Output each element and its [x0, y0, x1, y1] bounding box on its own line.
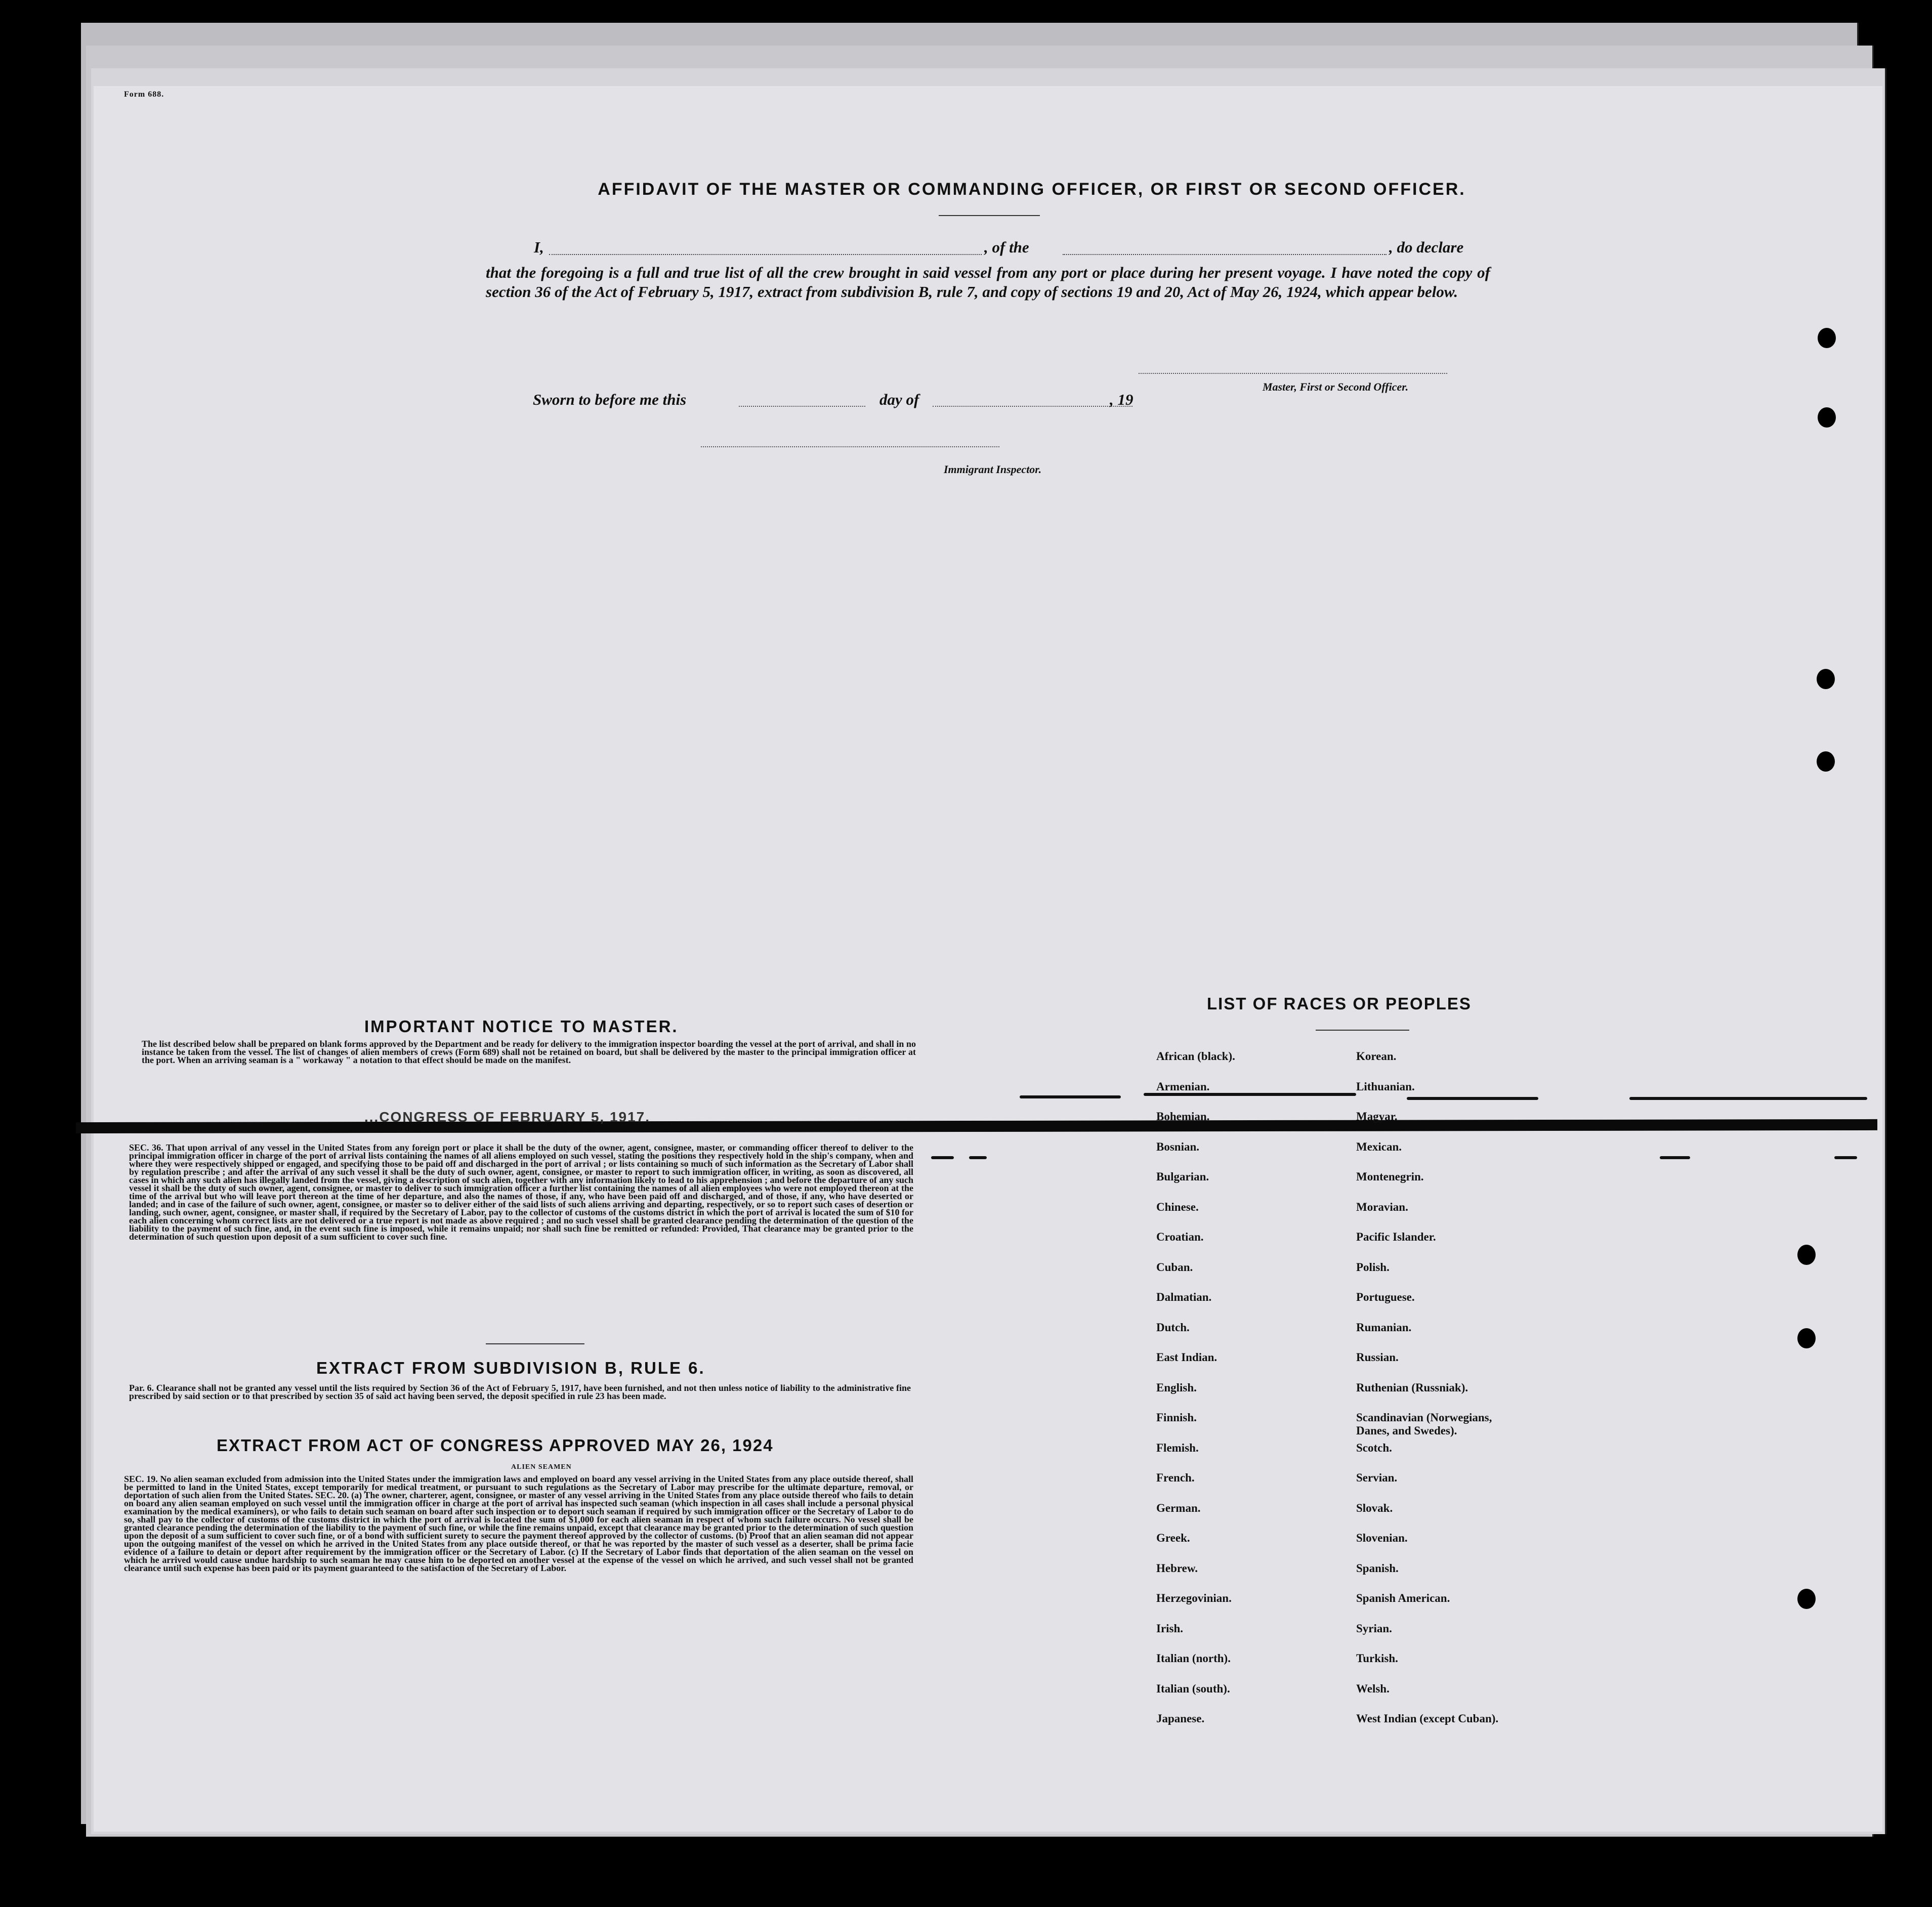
extract-b-body: Par. 6. Clearance shall not be granted any vessel until the lists required by Section 36 of the Act of February 5, 1917, have been furnished, and not then unless notice of liability to the administrative fine prescribed by said section or to that prescribed by section 35 of said act having been served, the deposit specified in rule 23 has been made.	[129, 1383, 911, 1401]
tear-fragment	[1629, 1097, 1867, 1100]
name-field[interactable]	[549, 239, 982, 255]
sworn-row	[533, 391, 1191, 411]
race-item: Flemish.	[1156, 1441, 1199, 1454]
binder-hole	[1797, 1328, 1816, 1348]
race-item: East Indian.	[1156, 1351, 1217, 1364]
race-item: Bulgarian.	[1156, 1170, 1209, 1183]
tear-fragment	[1660, 1156, 1690, 1159]
sec36-body: SEC. 36. That upon arrival of any vessel in the United States from any foreign port or place it shall be the duty of the owner, agent, consignee, master, or commanding officer thereof to deliver to the principal immigration officer in charge of the port of arrival lists containing the names of all aliens employed on such vessel, stating the positions they respectively hold in the ship's company, when and where they were respectively shipped or engaged, and specifying those to be paid off and discharged in the port of arrival ; or lists containing so much of such information as the Secretary of Labor shall by regulation prescribe ; and after the arrival of any such vessel it shall be the duty of such owner, agent, consignee, or master to report to such immigration officer, in writing, as soon as discovered, all cases in which any such alien has illegally landed from the vessel, giving a description of such alien, together with any information likely to lead to his apprehension ; and before the departure of any such vessel it shall be the duty of such owner, agent, consignee, or master to deliver to such immigration officer a further list containing the names of all alien employees who were not employed thereon at the time of the arrival but who will leave port thereon at the time of her departure, and also the names of those, if any, who have been paid off and discharged, and of those, if any, who have deserted or landed; and in case of the failure of such owner, agent, consignee, or master so to deliver either of the said lists of such aliens arriving and departing, respectively, or so to report such cases of desertion or landing, such owner, agent, consignee, or master shall, if required by the Secretary of Labor, pay to the collector of customs of the customs district in which the port of arrival is located the sum of $10 for each alien concerning whom correct lists are not delivered or a true report is not made as above required ; and no such vessel shall be granted clearance pending the determination of the question of the liability to the payment of such fine, and, in the event such fine is imposed, while it remains unpaid; nor shall such fine be remitted or refunded: Provided, That clearance may be granted prior to the determination of such question upon deposit of a sum sufficient to cover such fine.	[129, 1142, 913, 1242]
race-item: Turkish.	[1356, 1652, 1398, 1665]
extract-1924-body: SEC. 19. No alien seaman excluded from admission into the United States under the immigration laws and employed on board any vessel arriving in the United States from any place outside thereof, shall be permitted to land in the United States, except temporarily for medical treatment, or pursuant to such regulations as the Secretary of Labor may prescribe for the ultimate departure, removal, or deportation of such alien from the United States. SEC. 20. (a) The owner, charterer, agent, consignee, or master of any vessel arriving in the United States from any place outside thereof who fails to detain on board any alien seaman employed on such vessel until the immigration officer in charge at the port of arrival has inspected such seaman (which inspection in all cases shall include a personal physical examination by the medical examiners), or who fails to detain such seaman on board after such inspection or to deport such seaman if required by such immigration officer or the Secretary of Labor to do so, shall pay to the collector of customs of the customs district in which the port of arrival is located the sum of $1,000 for each alien seaman in respect of whom such failure occurs. No vessel shall be granted clearance pending the determination of the liability to the payment of such fine, or while the fine remains unpaid, except that clearance may be granted prior to the determination of such question upon the deposit of a sum sufficient to cover such fine, or of a bond with sufficient surety to secure the payment thereof approved by the collector of customs. (b) Proof that an alien seaman did not appear upon the outgoing manifest of the vessel on which he arrived in the United States from any place outside thereof, or that he was reported by the master of such vessel as a deserter, shall be prima facie evidence of a failure to detain or deport after requirement by the immigration officer or the Secretary of Labor. (c) If the Secretary of Labor finds that deportation of the alien seaman on the vessel on which he arrived would cause undue hardship to such seaman he may cause him to be deported on another vessel at the expense of the vessel on which he arrived, and such vessel shall not be granted clearance until such expense has been paid or its payment guaranteed to the satisfaction of the Secretary of Labor.	[124, 1474, 913, 1573]
race-item: Herzegovinian.	[1156, 1592, 1232, 1604]
race-item: Welsh.	[1356, 1682, 1390, 1695]
race-item: Lithuanian.	[1356, 1080, 1415, 1093]
tear-fragment	[969, 1156, 987, 1159]
tear-fragment	[931, 1156, 954, 1159]
extract-1924-title: EXTRACT FROM ACT OF CONGRESS APPROVED MAY 26, 1924	[217, 1436, 774, 1455]
race-item: Chinese.	[1156, 1200, 1199, 1213]
notice-title: IMPORTANT NOTICE TO MASTER.	[364, 1017, 679, 1036]
tear-fragment	[1834, 1156, 1857, 1159]
sworn-day-field[interactable]	[739, 406, 865, 407]
inspector-signature-line[interactable]	[701, 445, 999, 447]
binder-hole	[1797, 1589, 1816, 1609]
race-item: African (black).	[1156, 1050, 1235, 1063]
binder-hole	[1797, 1245, 1816, 1265]
race-item: French.	[1156, 1471, 1195, 1484]
race-item: Slovak.	[1356, 1501, 1393, 1514]
sec36-rule	[486, 1343, 584, 1344]
race-item: Dalmatian.	[1156, 1291, 1212, 1303]
race-item: Slovenian.	[1356, 1532, 1408, 1544]
extract-b-title: EXTRACT FROM SUBDIVISION B, RULE 6.	[316, 1359, 705, 1377]
race-item: Finnish.	[1156, 1411, 1197, 1424]
race-item: Cuban.	[1156, 1260, 1193, 1274]
race-item: Hebrew.	[1156, 1561, 1198, 1575]
race-item: Bosnian.	[1156, 1140, 1200, 1153]
of-the-label: , of the	[984, 238, 1029, 256]
notice-body: The list described below shall be prepared on blank forms approved by the Department and be ready for delivery to the immigration inspector boarding the vessel at the port of arrival, and shall in no instance be taken from the vessel. The list of changes of alien members of crews (Form 689) shall not be retained on board, but shall be delivered by the master to the principal immigration officer at the port. When an arriving seaman is a " workaway " a notation to that effect should be made on the manifest.	[142, 1039, 916, 1065]
form-number: Form 688.	[124, 90, 164, 99]
races-column-2	[1356, 1050, 1569, 1748]
race-item: Magyar.	[1356, 1110, 1398, 1123]
race-item: Spanish.	[1356, 1561, 1399, 1575]
year-label: , 19	[1110, 391, 1133, 408]
race-item: Italian (north).	[1156, 1652, 1231, 1665]
race-item: Portuguese.	[1356, 1291, 1415, 1303]
race-item: Russian.	[1356, 1351, 1399, 1364]
extract-1924-subtitle: ALIEN SEAMEN	[511, 1463, 572, 1471]
master-signature-line[interactable]	[1139, 372, 1447, 374]
race-item: Italian (south).	[1156, 1682, 1230, 1695]
sec36-heading: ...CONGRESS OF FEBRUARY 5, 1917.	[364, 1109, 651, 1125]
master-label: Master, First or Second Officer.	[1263, 380, 1409, 393]
binder-hole	[1817, 751, 1835, 772]
day-of-label: day of	[879, 391, 919, 408]
race-item: West Indian (except Cuban).	[1356, 1712, 1499, 1725]
race-item: Armenian.	[1156, 1080, 1210, 1093]
race-item: Japanese.	[1156, 1712, 1205, 1725]
vessel-field[interactable]	[1063, 239, 1387, 255]
race-item: Syrian.	[1356, 1622, 1392, 1635]
do-declare-label: , do declare	[1389, 238, 1464, 256]
i-label: I,	[534, 238, 544, 256]
race-item: Polish.	[1356, 1260, 1390, 1274]
affidavit-title: AFFIDAVIT OF THE MASTER OR COMMANDING OFFICER, OR FIRST OR SECOND OFFICER.	[598, 180, 1466, 199]
race-item: Greek.	[1156, 1532, 1190, 1544]
title-rule	[939, 215, 1040, 216]
races-column-1	[1156, 1050, 1369, 1748]
race-item: Montenegrin.	[1356, 1170, 1424, 1183]
race-item: Mexican.	[1356, 1140, 1402, 1153]
inspector-label: Immigrant Inspector.	[944, 463, 1042, 476]
race-item: Dutch.	[1156, 1321, 1190, 1334]
declaration-body: that the foregoing is a full and true list of all the crew brought in said vessel from any port or place during her present voyage. I have noted the copy of section 36 of the Act of February 5, 1917, extract from subdivision B, rule 7, and copy of sections 19 and 20, Act of May 26, 1924, which appear below.	[486, 264, 1490, 301]
race-item: Spanish American.	[1356, 1592, 1450, 1604]
binder-hole	[1818, 407, 1836, 428]
binder-hole	[1818, 328, 1836, 348]
races-rule	[1316, 1030, 1409, 1031]
binder-hole	[1817, 669, 1835, 689]
race-item: Korean.	[1356, 1050, 1397, 1063]
race-item: Pacific Islander.	[1356, 1231, 1436, 1243]
race-item: Moravian.	[1356, 1200, 1408, 1213]
race-item: Croatian.	[1156, 1231, 1204, 1243]
race-item: Scotch.	[1356, 1441, 1392, 1454]
race-item: Ruthenian (Russniak).	[1356, 1381, 1468, 1394]
race-item: German.	[1156, 1501, 1201, 1514]
race-item: Servian.	[1356, 1471, 1398, 1484]
race-item: Irish.	[1156, 1622, 1184, 1635]
races-title: LIST OF RACES OR PEOPLES	[1207, 994, 1472, 1013]
race-item: Bohemian.	[1156, 1110, 1210, 1123]
sworn-month-field[interactable]	[933, 406, 1132, 407]
sworn-label: Sworn to before me this	[533, 391, 687, 408]
tear-fragment	[1020, 1095, 1121, 1098]
race-item: Rumanian.	[1356, 1321, 1412, 1334]
race-item: Scandinavian (Norwegians, Danes, and Swedes).	[1356, 1411, 1492, 1437]
race-item: English.	[1156, 1381, 1197, 1394]
